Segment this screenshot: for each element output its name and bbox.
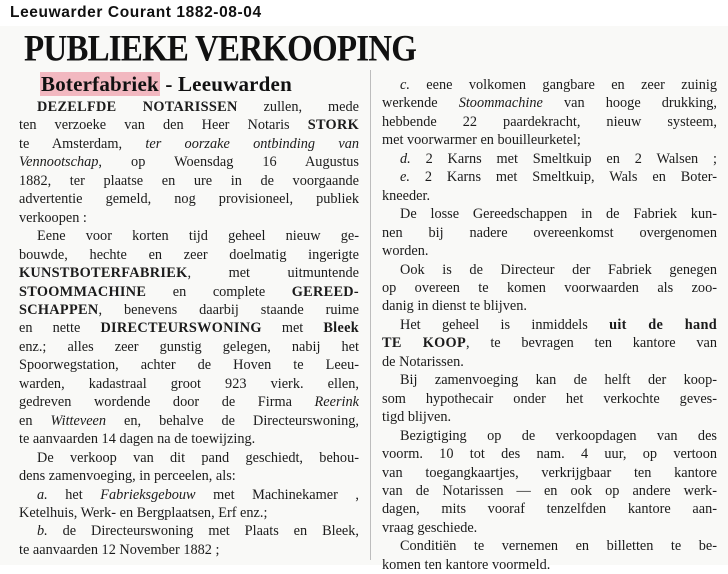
text-line [382, 205, 717, 223]
text-line [382, 94, 717, 112]
text-run: Reerink [314, 394, 359, 411]
text-run: 2 Karns met Smeltkuip, Wals en Boter- [409, 169, 717, 186]
text-line [19, 430, 359, 448]
text-run: te aanvaarden 14 dagen na de toewijzing. [19, 431, 256, 448]
text-line [19, 246, 359, 264]
text-run: a. [37, 486, 48, 503]
text-line [382, 519, 717, 537]
text-run: met Machinekamer , [195, 486, 359, 503]
text-run: tigd blijven. [382, 409, 452, 426]
text-line [382, 187, 717, 205]
text-line [19, 522, 359, 540]
text-run: werkende [382, 95, 459, 112]
text-run: Spoorwegstation, achter de Hoven te Leeu- [19, 357, 359, 374]
subheadline-place: - Leeuwarden [159, 72, 292, 96]
text-line [382, 464, 717, 482]
text-line [382, 445, 717, 463]
text-run: met voorwarmer en bouilleurketel; [382, 132, 581, 149]
text-line [19, 338, 359, 356]
text-line [19, 209, 359, 227]
column-divider [370, 70, 371, 560]
text-line [19, 467, 359, 485]
text-run: Bleek [323, 320, 359, 337]
text-run: Witteveen [50, 412, 107, 429]
text-run: som hypothecair onder het verkochte geves- [382, 390, 717, 407]
text-run: , op Woensdag 16 Augustus [98, 154, 359, 171]
text-line [19, 319, 359, 337]
text-line [382, 76, 717, 94]
text-line [19, 190, 359, 208]
text-line [382, 537, 717, 555]
text-line [19, 227, 359, 245]
text-line [19, 98, 359, 116]
text-run: dens zamenvoeging, in perceelen, als: [19, 468, 236, 485]
text-run: d. [400, 150, 411, 167]
text-run: dagen, mits vooraf tenzelfden kantore aan- [382, 501, 717, 518]
text-run: bouwde, hechte en zeer doelmatig ingerigte [19, 246, 359, 263]
text-run: met [261, 320, 324, 337]
text-run: 1882, ter plaatse en ure in de voorgaande [19, 172, 359, 189]
text-run: e. [400, 169, 410, 186]
text-run: op overeen te komen voorwaarden als zoo- [382, 279, 717, 296]
text-line [382, 353, 717, 371]
text-run: DEZELFDE NOTARISSEN [37, 99, 238, 115]
text-run: kneeder. [382, 187, 431, 204]
text-run: Bij zamenvoeging kan de helft der koop- [400, 372, 717, 389]
text-line [382, 297, 717, 315]
text-line [382, 150, 717, 168]
highlighted-word: Boterfabriek [41, 72, 159, 96]
text-run: vraag geschiede. [382, 519, 478, 536]
text-line [19, 375, 359, 393]
text-run: en, behalve de Directeurswoning, [106, 412, 359, 429]
text-run: en nette [19, 320, 101, 337]
text-line [19, 283, 359, 301]
text-line [382, 131, 717, 149]
text-run: te Amsterdam, [19, 135, 146, 152]
text-run: STOOMMACHINE [19, 283, 147, 300]
right-column [382, 76, 717, 573]
text-run: De verkoop van dit pand geschiedt, behou- [37, 449, 359, 466]
text-run: Ketelhuis, Werk- en Bergplaatsen, Erf enz.; [19, 504, 268, 521]
text-line [382, 500, 717, 518]
text-line [382, 427, 717, 445]
text-line [382, 482, 717, 500]
text-run: Bezigtiging op de verkoopdagen van des [400, 427, 717, 444]
text-run: Stoommachine [458, 95, 543, 112]
text-run: nen bij nadere overeenkomst overgenomen [382, 224, 717, 241]
text-run: STORK [307, 117, 359, 134]
text-run: Eene voor korten tijd geheel nieuw ge- [37, 228, 359, 245]
text-line [382, 334, 717, 352]
text-run: Conditiën te vernemen en billetten te be- [400, 538, 717, 555]
text-line [19, 116, 359, 134]
text-run: KUNSTBOTERFABRIEK [19, 265, 188, 282]
text-run: De losse Gereedschappen in de Fabriek kun- [400, 206, 717, 223]
text-run: van de Notarissen — en ook op andere werk- [382, 482, 717, 499]
text-run: Vennootschap [19, 154, 99, 171]
text-run: Het geheel is inmiddels [400, 316, 610, 333]
text-line [19, 264, 359, 282]
text-run: , benevens daarbij staande ruime [98, 301, 359, 318]
text-line [382, 371, 717, 389]
text-line [19, 412, 359, 430]
text-run: voorm. 10 tot des nam. 4 uur, op vertoon [382, 446, 717, 463]
text-line [382, 242, 717, 260]
text-line [382, 261, 717, 279]
text-line [382, 168, 717, 186]
text-line [19, 449, 359, 467]
text-line [19, 172, 359, 190]
text-run: en [19, 412, 51, 429]
text-run: SCHAPPEN [19, 301, 99, 318]
text-run: b. [37, 523, 48, 540]
text-line [382, 279, 717, 297]
text-run: ten verzoeke van den Heer Notaris [19, 117, 308, 134]
text-run: het [47, 486, 101, 503]
text-line [19, 541, 359, 559]
text-line [19, 301, 359, 319]
text-run: , met uitmuntende [187, 265, 359, 282]
text-line [382, 316, 717, 334]
text-run: zullen, mede [237, 99, 359, 115]
text-run: uit de hand [609, 316, 717, 333]
text-line [19, 135, 359, 153]
text-run: ter oorzake ontbinding van [145, 135, 359, 152]
subheadline [40, 72, 358, 97]
text-run: GEREED- [291, 283, 359, 300]
text-line [19, 393, 359, 411]
text-run: , te bevragen ten kantore van [466, 335, 717, 352]
headline: PUBLIEKE VERKOOPING [24, 29, 417, 70]
right-column-text [382, 76, 717, 574]
text-run: danig in dienst te blijven. [382, 298, 527, 315]
text-run: hebbende 22 paardekracht, nieuw systeem, [382, 113, 717, 130]
text-run: te aanvaarden 12 November 1882 ; [19, 541, 220, 558]
text-run: TE KOOP [382, 335, 467, 352]
text-run: de Directeurswoning met Plaats en Bleek, [47, 523, 359, 540]
text-run: komen ten kantore voormeld. [382, 556, 551, 573]
text-run: van toegangkaartjes, verkrijgbaar ten kantore [382, 464, 717, 481]
source-caption: Leeuwarder Courant 1882-08-04 [10, 4, 262, 21]
text-line [382, 224, 717, 242]
text-run: warden, kadastraal groot 923 vierk. ellen, [19, 375, 359, 392]
text-run: verkoopen : [19, 209, 87, 226]
text-run: Fabrieksgebouw [100, 486, 196, 503]
text-run: de Notarissen. [382, 353, 464, 370]
text-run: 2 Karns met Smeltkuip en 2 Walsen ; [410, 150, 717, 167]
text-run: van hooge drukking, [542, 95, 717, 112]
text-run: Ook is de Directeur der Fabriek genegen [400, 261, 717, 278]
text-line [19, 153, 359, 171]
text-line [19, 486, 359, 504]
text-run: en complete [146, 283, 292, 300]
text-run: enz.; alles zeer gunstig gelegen, nabij het [19, 338, 359, 355]
text-run: gedreven wordende door de Firma [19, 394, 315, 411]
text-line [19, 504, 359, 522]
left-column-text [19, 98, 359, 559]
text-run: c. [400, 77, 410, 93]
text-line [19, 356, 359, 374]
text-run: worden. [382, 243, 429, 260]
text-line [382, 113, 717, 131]
text-line [382, 408, 717, 426]
text-run: DIRECTEURSWONING [100, 320, 262, 337]
caption-bar [0, 0, 728, 26]
text-run: eene volkomen gangbare en zeer zuinig [409, 77, 717, 93]
text-run: advertentie gemeld, nog provisioneel, publiek [19, 191, 359, 208]
text-line [382, 390, 717, 408]
